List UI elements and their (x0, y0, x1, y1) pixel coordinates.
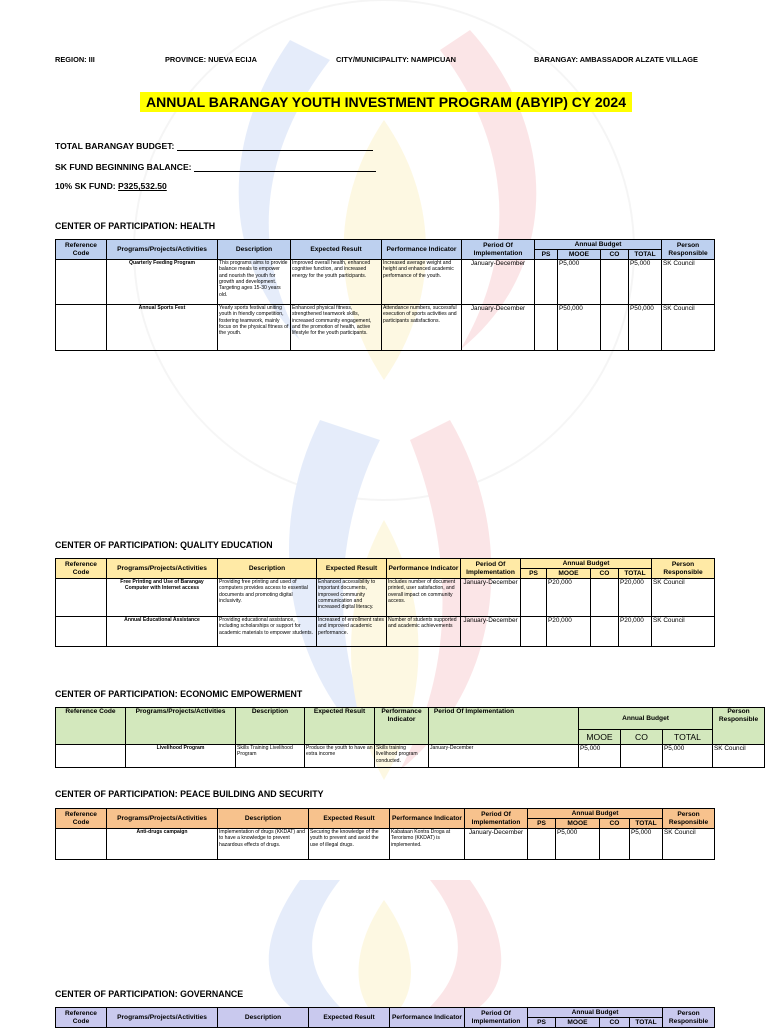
col-total: TOTAL (630, 819, 663, 829)
col-mooe: MOOE (579, 730, 621, 745)
table-row (56, 829, 715, 860)
col-co: CO (600, 819, 630, 829)
col-ref: Reference Code (56, 559, 107, 579)
total-barangay-budget (55, 141, 373, 151)
cell-period: January-December (461, 617, 521, 647)
header-city: CITY/MUNICIPALITY: NAMPICUAN (336, 55, 457, 64)
col-ps: PS (528, 819, 556, 829)
table-row (56, 305, 715, 351)
cell-program: Free Printing and Use of Barangay Computer with Internet access (107, 579, 218, 617)
cell-ref (56, 829, 107, 860)
cell-period: January-December (429, 745, 579, 768)
col-ref: Reference Code (56, 1008, 107, 1028)
cell-mooe: P20,000 (547, 617, 591, 647)
cell-description: Implementation of drugs (KKDAT) and to have a knowledge to prevent hazardous effects of drugs. (218, 829, 309, 860)
col-description: Description (218, 809, 309, 829)
col-indicator: Performance Indicator (382, 240, 462, 260)
health-table (55, 239, 715, 351)
cell-co (591, 579, 619, 617)
cell-ps (521, 579, 547, 617)
col-total: TOTAL (630, 1018, 663, 1028)
cell-ref (56, 617, 107, 647)
page-title: ANNUAL BARANGAY YOUTH INVESTMENT PROGRAM (ABYIP) CY 2024 (140, 92, 632, 112)
col-co: CO (591, 569, 619, 579)
cell-indicator: Attendance numbers, successful execution of sports activities and participants satisfactions. (382, 305, 462, 351)
col-annual-budget: Annual Budget (535, 240, 662, 250)
col-description: Description (236, 708, 305, 745)
cell-period: January-December (462, 260, 535, 305)
col-expected: Expected Result (317, 559, 387, 579)
cell-expected: Enhanced accessibility to important documents, improved community communication and increased digital literacy. (317, 579, 387, 617)
col-person: Person Responsible (662, 240, 715, 260)
cell-period: January-December (461, 579, 521, 617)
col-programs: Programs/Projects/Activities (107, 1008, 218, 1028)
col-expected: Expected Result (305, 708, 375, 745)
col-expected: Expected Result (309, 809, 390, 829)
peace-table (55, 808, 715, 860)
col-ref: Reference Code (56, 809, 107, 829)
header-barangay: BARANGAY: AMBASSADOR ALZATE VILLAGE (534, 55, 698, 64)
ten-percent-label: 10% SK FUND: (55, 181, 116, 191)
ten-percent-value: P325,532.50 (118, 181, 167, 191)
cell-period: January-December (465, 829, 528, 860)
col-annual-budget: Annual Budget (528, 1008, 663, 1018)
col-programs: Programs/Projects/Activities (107, 240, 218, 260)
col-ref: Reference Code (56, 240, 107, 260)
cell-program: Annual Educational Assistance (107, 617, 218, 647)
cell-co (601, 305, 629, 351)
cell-period: January-December (462, 305, 535, 351)
cell-person: SK Council (663, 829, 715, 860)
col-expected: Expected Result (291, 240, 382, 260)
cell-description: Skills Training Livelihood Program (236, 745, 305, 768)
header-province: PROVINCE: NUEVA ECIJA (165, 55, 257, 64)
cell-co (600, 829, 630, 860)
col-co: CO (621, 730, 663, 745)
cell-ref (56, 305, 107, 351)
col-ps: PS (535, 250, 558, 260)
governance-table (55, 1007, 715, 1028)
cell-indicator: Includes number of document printed, user satisfaction, and overall impact on community access. (387, 579, 461, 617)
col-period: Period Of Implementation (465, 1008, 528, 1028)
cell-expected: Improved overall health, enhanced cognitive function, and increased energy for the youth participants. (291, 260, 382, 305)
cell-program: Anti-drugs campaign (107, 829, 218, 860)
cell-total: P5,000 (629, 260, 662, 305)
table-row (56, 260, 715, 305)
col-mooe: MOOE (558, 250, 601, 260)
cell-indicator: Skills training livelihood program conducted. (375, 745, 429, 768)
col-mooe: MOOE (556, 819, 600, 829)
cell-indicator: Kabataan Kontra Droga at Terorismo (KKDAT) is implemented. (390, 829, 465, 860)
cell-expected: Increased of enrollment rates and improved academic performance. (317, 617, 387, 647)
col-ps: PS (521, 569, 547, 579)
sk-fund-label: SK FUND BEGINNING BALANCE: (55, 162, 192, 172)
col-description: Description (218, 559, 317, 579)
section-label-education: CENTER OF PARTICIPATION: QUALITY EDUCATION (55, 540, 273, 550)
col-co: CO (600, 1018, 630, 1028)
cell-expected: Produce the youth to have an extra income (305, 745, 375, 768)
cell-expected: Enhanced physical fitness, strengthened teamwork skills, increased community engagement, and the promotion of health, active lifestyle for the youth participants. (291, 305, 382, 351)
col-ps: PS (528, 1018, 556, 1028)
education-table (55, 558, 715, 647)
ten-percent-sk-fund (55, 181, 167, 191)
col-annual-budget: Annual Budget (579, 708, 713, 730)
col-programs: Programs/Projects/Activities (107, 809, 218, 829)
cell-ref (56, 579, 107, 617)
cell-co (601, 260, 629, 305)
cell-ps (528, 829, 556, 860)
cell-program: Annual Sports Fest (107, 305, 218, 351)
cell-description: Providing educational assistance, including scholarships or support for academic materials to empower students. (218, 617, 317, 647)
col-period: Period Of Implementation (465, 809, 528, 829)
cell-ps (535, 260, 558, 305)
cell-mooe: P20,000 (547, 579, 591, 617)
col-description: Description (218, 1008, 309, 1028)
col-person: Person Responsible (663, 1008, 715, 1028)
col-annual-budget: Annual Budget (528, 809, 663, 819)
col-period: Period Of Implementation (429, 708, 579, 745)
table-row (56, 579, 715, 617)
table-row (56, 617, 715, 647)
cell-mooe: P50,000 (558, 305, 601, 351)
col-person: Person Responsible (713, 708, 765, 745)
col-period: Period Of Implementation (462, 240, 535, 260)
cell-mooe: P5,000 (579, 745, 621, 768)
cell-person: SK Council (662, 260, 715, 305)
cell-mooe: P5,000 (558, 260, 601, 305)
col-ref: Reference Code (56, 708, 126, 745)
sk-fund-blank (194, 162, 376, 172)
cell-total: P50,000 (629, 305, 662, 351)
col-mooe: MOOE (556, 1018, 600, 1028)
cell-person: SK Council (652, 579, 715, 617)
cell-program: Quarterly Feeding Program (107, 260, 218, 305)
cell-description: Providing free printing and used of computers provides access to essential documents and promoting digital inclusivity. (218, 579, 317, 617)
col-total: TOTAL (663, 730, 713, 745)
cell-mooe: P5,000 (556, 829, 600, 860)
header-region: REGION: III (55, 55, 95, 64)
cell-ref (56, 260, 107, 305)
cell-description: This programs aims to provide balance meals to empower and nourish the youth for growth and development. Targeting ages 15-30 years old. (218, 260, 291, 305)
total-budget-blank (177, 141, 373, 151)
cell-indicator: Number of students supported and academic achievements (387, 617, 461, 647)
col-indicator: Performance Indicator (390, 1008, 465, 1028)
table-row (56, 745, 765, 768)
col-person: Person Responsible (663, 809, 715, 829)
cell-ref (56, 745, 126, 768)
cell-total: P5,000 (663, 745, 713, 768)
col-indicator: Performance Indicator (387, 559, 461, 579)
section-label-peace: CENTER OF PARTICIPATION: PEACE BUILDING AND SECURITY (55, 789, 324, 799)
col-total: TOTAL (629, 250, 662, 260)
cell-total: P20,000 (619, 617, 652, 647)
sk-fund-beginning (55, 162, 376, 172)
cell-person: SK Council (713, 745, 765, 768)
cell-co (621, 745, 663, 768)
cell-total: P20,000 (619, 579, 652, 617)
cell-description: Yearly sports festival uniting youth in friendly competition, fostering teamwork, mainly focus on the physical fitness of the youth. (218, 305, 291, 351)
cell-ps (535, 305, 558, 351)
cell-person: SK Council (652, 617, 715, 647)
col-period: Period Of Implementation (461, 559, 521, 579)
col-description: Description (218, 240, 291, 260)
total-budget-label: TOTAL BARANGAY BUDGET: (55, 141, 175, 151)
col-mooe: MOOE (547, 569, 591, 579)
cell-program: Livelihood Program (126, 745, 236, 768)
cell-co (591, 617, 619, 647)
col-co: CO (601, 250, 629, 260)
col-total: TOTAL (619, 569, 652, 579)
cell-total: P5,000 (630, 829, 663, 860)
cell-expected: Securing the knowledge of the youth to prevent and avoid the use of illegal drugs. (309, 829, 390, 860)
economic-table (55, 707, 765, 768)
cell-ps (521, 617, 547, 647)
section-label-economic: CENTER OF PARTICIPATION: ECONOMIC EMPOWERMENT (55, 689, 303, 699)
col-indicator: Performance Indicator (375, 708, 429, 745)
col-person: Person Responsible (652, 559, 715, 579)
section-label-governance: CENTER OF PARTICIPATION: GOVERNANCE (55, 989, 244, 999)
section-label-health: CENTER OF PARTICIPATION: HEALTH (55, 221, 216, 231)
cell-person: SK Council (662, 305, 715, 351)
col-programs: Programs/Projects/Activities (107, 559, 218, 579)
cell-indicator: Increased average weight and height and enhanced academic performance of the youth. (382, 260, 462, 305)
col-annual-budget: Annual Budget (521, 559, 652, 569)
col-programs: Programs/Projects/Activities (126, 708, 236, 745)
col-indicator: Performance Indicator (390, 809, 465, 829)
col-expected: Expected Result (309, 1008, 390, 1028)
